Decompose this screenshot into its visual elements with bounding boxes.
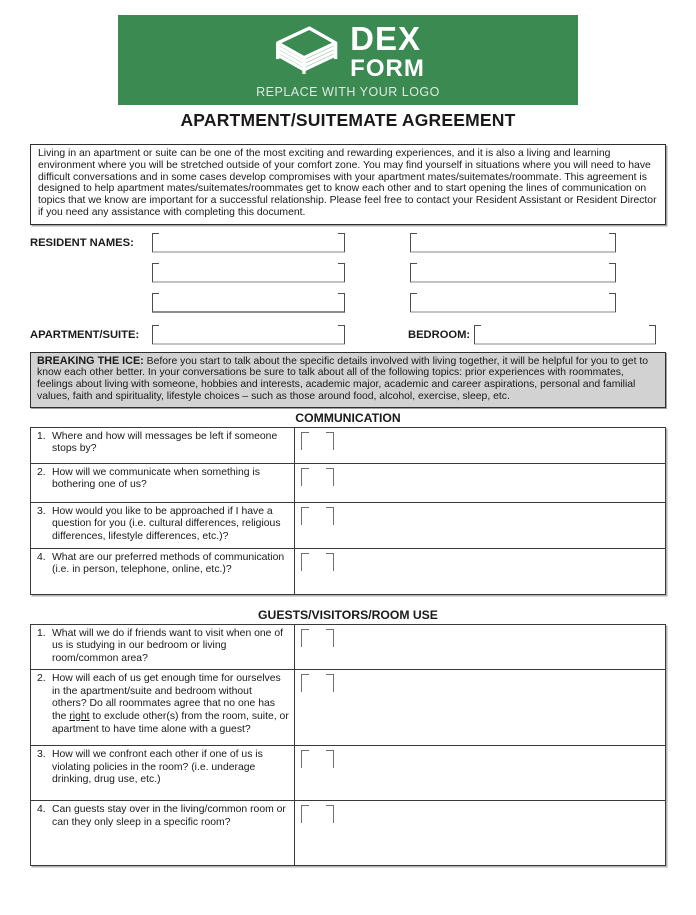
question-text [52, 673, 289, 742]
breaking-the-ice-box [30, 352, 666, 408]
question-text-part: How would you like to be approached if I have a question for you (i.e. cultural differences, religious differences, lifestyle differences, etc.)? [52, 505, 281, 543]
logo [271, 19, 425, 82]
question-text-part: How will we confront each other if one of us is violating policies in the room? (i.e. underage drinking, drug use, etc.) [52, 748, 263, 786]
question-cell [31, 503, 295, 548]
resident-name-input-4[interactable] [410, 233, 616, 253]
logo-tagline: REPLACE WITH YOUR LOGO [256, 84, 440, 99]
resident-name-input-3[interactable] [152, 293, 345, 313]
question-number: 3. [37, 505, 46, 517]
answer-cell[interactable] [295, 801, 665, 865]
question-text-part: Where and how will messages be left if someone stops by? [52, 430, 278, 455]
question-cell [31, 801, 295, 865]
answer-cell[interactable] [295, 746, 665, 800]
question-number: 3. [37, 748, 46, 760]
answer-cell[interactable] [295, 428, 665, 463]
answer-cell[interactable] [295, 625, 665, 669]
answer-field-bracket [301, 507, 334, 524]
table-row [31, 801, 665, 865]
resident-names-block [30, 233, 666, 345]
table-row [31, 625, 665, 670]
answer-cell[interactable] [295, 503, 665, 548]
brand-text [350, 19, 425, 82]
answer-field-bracket [301, 468, 334, 485]
apartment-suite-input[interactable] [152, 325, 345, 345]
answer-cell[interactable] [295, 464, 665, 502]
question-text-part: What are our preferred methods of communication (i.e. in person, telephone, online, etc.)? [52, 551, 285, 576]
answer-field-bracket [301, 553, 334, 570]
answer-field-bracket [301, 750, 334, 767]
question-number: 1. [37, 430, 46, 442]
table-row [31, 549, 665, 594]
bedroom-input[interactable] [474, 325, 656, 345]
question-number: 2. [37, 672, 46, 684]
paper-stack-icon [271, 22, 341, 80]
section-title-guests: GUESTS/VISITORS/ROOM USE [258, 607, 438, 622]
resident-names-label: RESIDENT NAMES: [30, 236, 134, 249]
logo-banner [118, 15, 578, 105]
name-row-1 [30, 233, 666, 253]
question-text [52, 506, 289, 545]
question-cell [31, 428, 295, 463]
section-title-communication: COMMUNICATION [295, 410, 401, 425]
name-row-3 [30, 293, 666, 313]
question-text-underlined: right [69, 710, 90, 722]
name-row-2 [30, 263, 666, 283]
answer-field-bracket [301, 805, 334, 822]
table-row [31, 746, 665, 801]
question-cell [31, 670, 295, 745]
resident-name-input-1[interactable] [152, 233, 345, 253]
table-row [31, 464, 665, 503]
apartment-bedroom-row [30, 325, 666, 345]
breaking-the-ice-text: Before you start to talk about the specific details involved with living together, it will be helpful for you to get to know each other better. In your conversations be sure to talk about all of the following topics: prior experiences with roommates, feelings about living with someone, hobbies and interests, academic major, academic and career aspirations, personal and familial values, faith and spirituality, lifestyle choices – such as those around food, alcohol, exercise, sleep, etc. [37, 355, 649, 402]
question-number: 1. [37, 627, 46, 639]
table-row [31, 428, 665, 464]
question-text [52, 467, 289, 499]
resident-name-input-5[interactable] [410, 263, 616, 283]
guests-table [30, 624, 666, 866]
apartment-suite-label: APARTMENT/SUITE: [30, 328, 140, 341]
resident-name-input-2[interactable] [152, 263, 345, 283]
table-row [31, 503, 665, 549]
answer-cell[interactable] [295, 549, 665, 594]
intro-paragraph: Living in an apartment or suite can be one of the most exciting and rewarding experiences, and it is also a living and learning environment where you will be stretched outside of your comfort zone. You may find yourself in situations where you will need to have difficult conversations and in some cases develop compromises with your apartment mates/suitemates/roommate. This agreement is designed to help apartment mates/suitemates/roommates get to know each other and to start opening the lines of communication on topics that we know are important for a successful relationship. Please feel free to contact your Resident Assistant or Resident Director if you need any assistance with completing this document. [30, 144, 666, 225]
question-text-part: How will we communicate when something is bothering one of us? [52, 466, 260, 491]
question-number: 4. [37, 803, 46, 815]
brand-name-top: DEX [350, 19, 422, 57]
page-title: APARTMENT/SUITEMATE AGREEMENT [180, 110, 516, 130]
question-cell [31, 464, 295, 502]
question-text-part: Can guests stay over in the living/common room or can they only sleep in a specific room? [52, 803, 286, 828]
question-cell [31, 746, 295, 800]
breaking-the-ice-label: BREAKING THE ICE: [37, 354, 144, 367]
question-text [52, 749, 289, 797]
communication-table [30, 427, 666, 595]
resident-name-input-6[interactable] [410, 293, 616, 313]
question-text-part: to exclude other(s) from the room, suite, or apartment to have time alone with a guest? [52, 710, 289, 735]
answer-field-bracket [301, 432, 334, 449]
question-text [52, 431, 289, 460]
answer-cell[interactable] [295, 670, 665, 745]
question-cell [31, 625, 295, 669]
answer-field-bracket [301, 629, 334, 646]
question-cell [31, 549, 295, 594]
question-text [52, 628, 289, 666]
table-row [31, 670, 665, 746]
question-text-part: What will we do if friends want to visit when one of us is studying in our bedroom or living room/common area? [52, 627, 284, 665]
question-number: 2. [37, 466, 46, 478]
question-text [52, 804, 289, 862]
brand-name-bottom: FORM [350, 54, 425, 82]
question-number: 4. [37, 551, 46, 563]
answer-field-bracket [301, 674, 334, 691]
question-text-part: How will each of us get enough time for ourselves in the apartment/suite and bedroom without others? Do all roommates agree that no one has the [52, 672, 281, 722]
bedroom-label: BEDROOM: [408, 328, 471, 341]
question-text [52, 552, 289, 591]
